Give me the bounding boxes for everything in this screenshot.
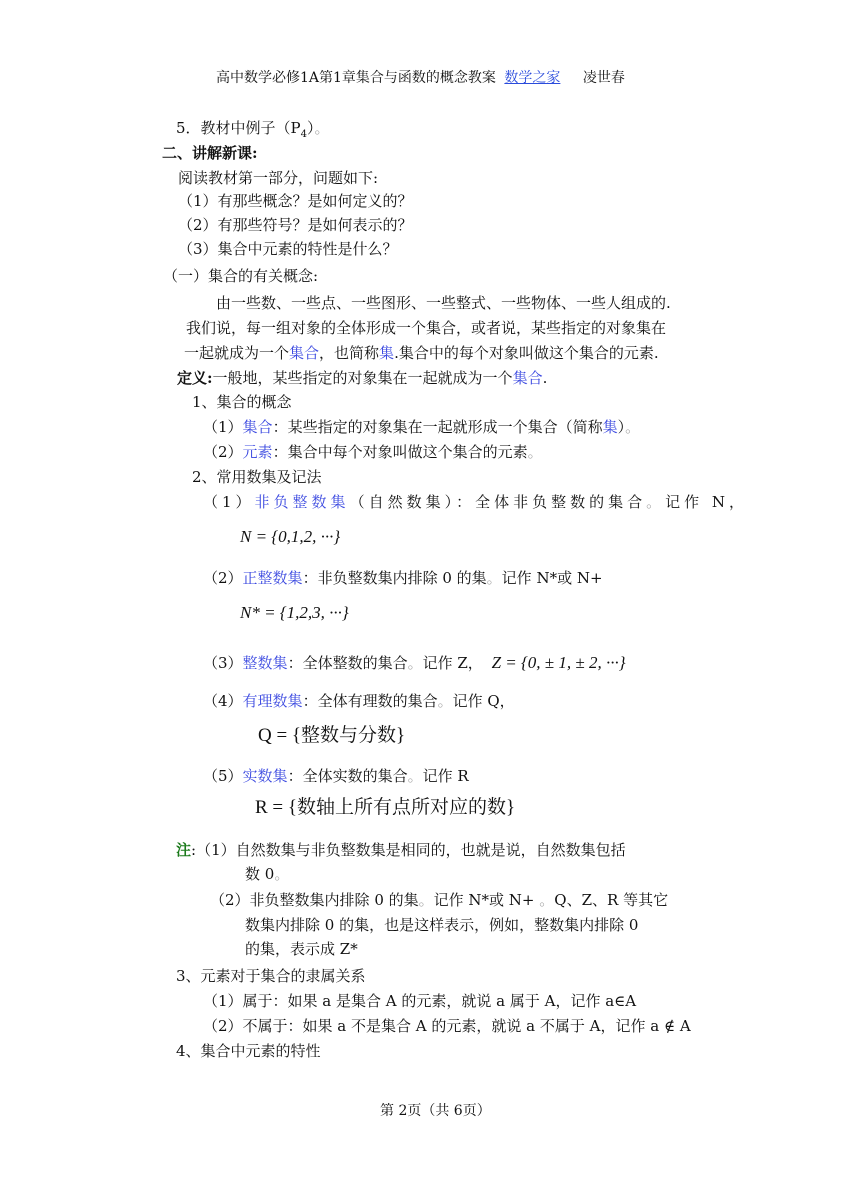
- page-number: 第 2页（共 6页）: [380, 1103, 491, 1119]
- note-label: 注: [176, 841, 192, 859]
- note-2: （2）非负整数集内排除 0 的集。记作 N*或 N+ 。Q、Z、R 等其它: [210, 891, 669, 909]
- membership-not-belongs: （2）不属于：如果 a 不是集合 A 的元素，就说 a 不属于 A，记作 a ∉ A: [203, 1017, 691, 1035]
- reading-intro: 阅读教材第一部分，问题如下:: [178, 169, 379, 187]
- set-positive: （2）正整数集：非负整数集内排除 0 的集。记作 N*或 N+: [203, 569, 603, 587]
- subsection-heading: （一）集合的有关概念:: [163, 267, 319, 285]
- set-rational: （4）有理数集：全体有理数的集合。记作 Q，: [203, 692, 515, 710]
- concept-element: （2）元素：集合中每个对象叫做这个集合的元素。: [203, 443, 543, 461]
- note-1: 注:（1）自然数集与非负整数集是相同的，也就是说，自然数集包括: [176, 841, 626, 859]
- formula-positive: N* = {1,2,3, ···}: [240, 603, 349, 622]
- note-1-cont: 数 0。: [245, 865, 290, 883]
- membership-belongs: （1）属于：如果 a 是集合 A 的元素，就说 a 属于 A，记作 a∈A: [203, 992, 637, 1010]
- header-title: 高中数学必修1A第1章集合与函数的概念教案: [216, 70, 496, 86]
- item-5: 5．教材中例子$(P_4)$。: [176, 119, 330, 140]
- formula-real: R = {数轴上所有点所对应的数}: [255, 797, 516, 818]
- note-2-cont: 数集内排除 0 的集，也是这样表示，例如，整数集内排除 0: [245, 916, 639, 934]
- note-2-cont-2: 的集，表示成 Z*: [245, 940, 358, 958]
- header-author: 凌世春: [582, 70, 625, 86]
- definition: 定义:一般地，某些指定的对象集在一起就成为一个集合.: [177, 369, 548, 387]
- question-2: （2）有那些符号？是如何表示的？: [178, 216, 413, 234]
- set-integer: （3）整数集：全体整数的集合。记作 Z， Z = {0, ± 1, ± 2, ···}: [203, 653, 626, 672]
- section-heading: 二、讲解新课:: [162, 144, 258, 162]
- paragraph-line-1: 由一些数、一些点、一些图形、一些整式、一些物体、一些人组成的.: [216, 294, 671, 312]
- concept-heading: 1、集合的概念: [192, 393, 292, 411]
- concept-set: （1）集合：某些指定的对象集在一起就形成一个集合（简称集）。: [203, 418, 641, 436]
- formula-natural: N = {0,1,2, ···}: [240, 527, 341, 546]
- header-link[interactable]: 数学之家: [504, 70, 561, 86]
- question-1: （1）有那些概念？是如何定义的？: [178, 192, 413, 210]
- membership-heading: 3、元素对于集合的隶属关系: [176, 967, 366, 985]
- paragraph-line-3: 一起就成为一个集合，也简称集.集合中的每个对象叫做这个集合的元素.: [184, 344, 659, 362]
- set-real: （5）实数集：全体实数的集合。记作 R: [203, 767, 469, 785]
- number-sets-heading: 2、常用数集及记法: [192, 468, 322, 486]
- paragraph-line-2: 我们说，每一组对象的全体形成一个集合，或者说，某些指定的对象集在: [186, 319, 667, 337]
- set-natural: （1）非负整数集（自然数集）：全体非负整数的集合。记作 N，: [203, 493, 748, 511]
- question-3: （3）集合中元素的特性是什么？: [178, 240, 398, 258]
- formula-integer: Z = {0, ± 1, ± 2, ···}: [491, 653, 626, 672]
- formula-rational: Q = {整数与分数}: [258, 725, 406, 746]
- page-header: [216, 67, 625, 89]
- properties-heading: 4、集合中元素的特性: [176, 1042, 321, 1060]
- definition-label: 定义:: [177, 369, 213, 387]
